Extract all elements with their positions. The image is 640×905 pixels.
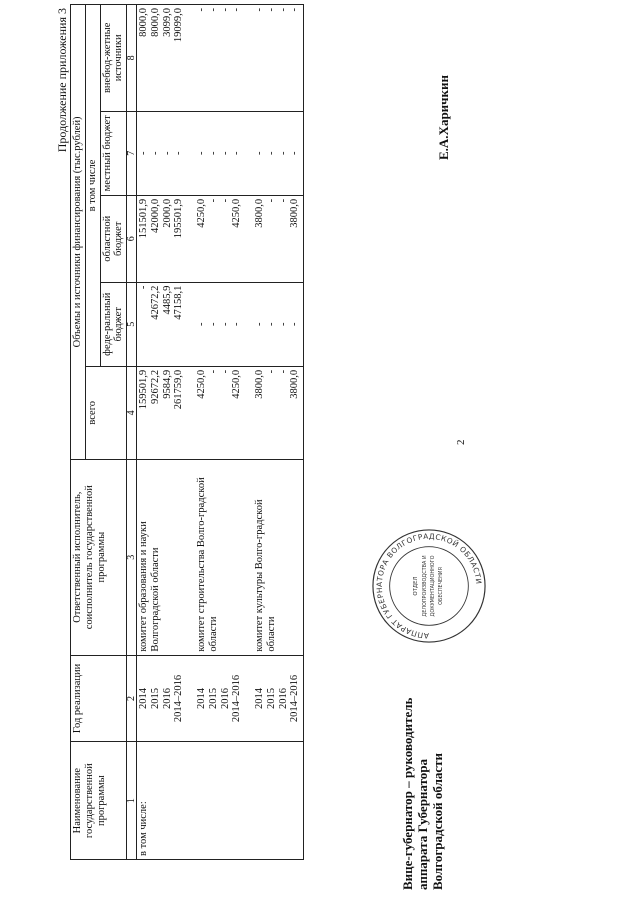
column-number: 2 [127,655,137,742]
offbudget-cell: - - - - [244,5,304,112]
federal-cell: - 42672,2 4485,9 47158,1 [137,282,187,366]
column-number: 1 [127,742,137,860]
column-number: 4 [127,366,137,459]
empty-name-cell [244,742,304,860]
signature-title-line: Вице-губернатор – руководитель [400,697,415,890]
svg-text:ДЕЛОПРОИЗВОДСТВА И: ДЕЛОПРОИЗВОДСТВА И [422,555,429,617]
svg-text:ОБЕСПЕЧЕНИЯ: ОБЕСПЕЧЕНИЯ [437,567,444,605]
column-number-row [127,5,137,860]
header-program-name: Наименование государственной программы [71,742,127,860]
offbudget-cell: - - - - [186,5,244,112]
financing-table [70,4,304,860]
signature-title-line: аппарата Губернатора [415,758,430,890]
svg-text:АППАРАТ ГУБЕРНАТОРА ВОЛГОГРАДС: АППАРАТ ГУБЕРНАТОРА ВОЛГОГРАДСКОЙ ОБЛАСТИ [374,531,484,641]
header-federal: феде-ральный бюджет [100,282,127,366]
column-number: 3 [127,459,137,655]
header-executor: Ответственный исполнитель, соисполнитель государственной программы [71,459,127,655]
executor-cell: комитет культуры Волго-градской области [244,459,304,655]
offbudget-cell: 8000,0 8000,0 3099,0 19099,0 [137,5,187,112]
federal-cell: - - - - [244,282,304,366]
executor-cell: комитет образования и науки Волгоградской области [137,459,187,655]
empty-name-cell [186,742,244,860]
total-cell: 3800,0 - - 3800,0 [244,366,304,459]
header-including: в том числе [85,5,100,367]
page-number: 2 [455,439,467,445]
year-cell: 2014 2015 2016 2014–2016 [186,655,244,742]
local-cell: - - - - [186,111,244,195]
header-local: местный бюджет [100,111,127,195]
svg-text:ДОКУМЕНТАЦИОННОГО: ДОКУМЕНТАЦИОННОГО [429,555,436,617]
regional-cell: 4250,0 - - 4250,0 [186,195,244,282]
column-number: 5 [127,282,137,366]
table-header-row-1 [71,5,86,860]
column-number: 7 [127,111,137,195]
official-stamp-icon [370,527,488,645]
header-year: Год реализации [71,655,127,742]
year-cell: 2014 2015 2016 2014–2016 [244,655,304,742]
table-row [244,5,304,860]
column-number: 6 [127,195,137,282]
federal-cell: - - - - [186,282,244,366]
regional-cell: 151501,9 42000,0 2000,0 195501,9 [137,195,187,282]
header-volumes: Объемы и источники финансирования (тыс.рублей) [71,5,86,460]
total-cell: 159501,9 92672,2 9584,9 261759,0 [137,366,187,459]
table-row [137,5,187,860]
signatory-name: Е.А.Харичкин [436,75,451,160]
year-cell: 2014 2015 2016 2014–2016 [137,655,187,742]
header-regional: областной бюджет [100,195,127,282]
header-total: всего [85,366,126,459]
total-cell: 4250,0 - - 4250,0 [186,366,244,459]
local-cell: - - - - [137,111,187,195]
continuation-caption: Продолжение приложения 3 [55,8,69,153]
header-offbudget: внебюд-жетные источники [100,5,127,112]
table-row [186,5,244,860]
local-cell: - - - - [244,111,304,195]
executor-cell: комитет строительства Волго-градской области [186,459,244,655]
signature-title-line: Волгоградской области [430,752,445,890]
signature-block [400,698,445,890]
regional-cell: 3800,0 - - 3800,0 [244,195,304,282]
including-label: в том числе: [137,742,187,860]
svg-text:ОТДЕЛ: ОТДЕЛ [413,576,420,596]
column-number: 8 [127,5,137,112]
